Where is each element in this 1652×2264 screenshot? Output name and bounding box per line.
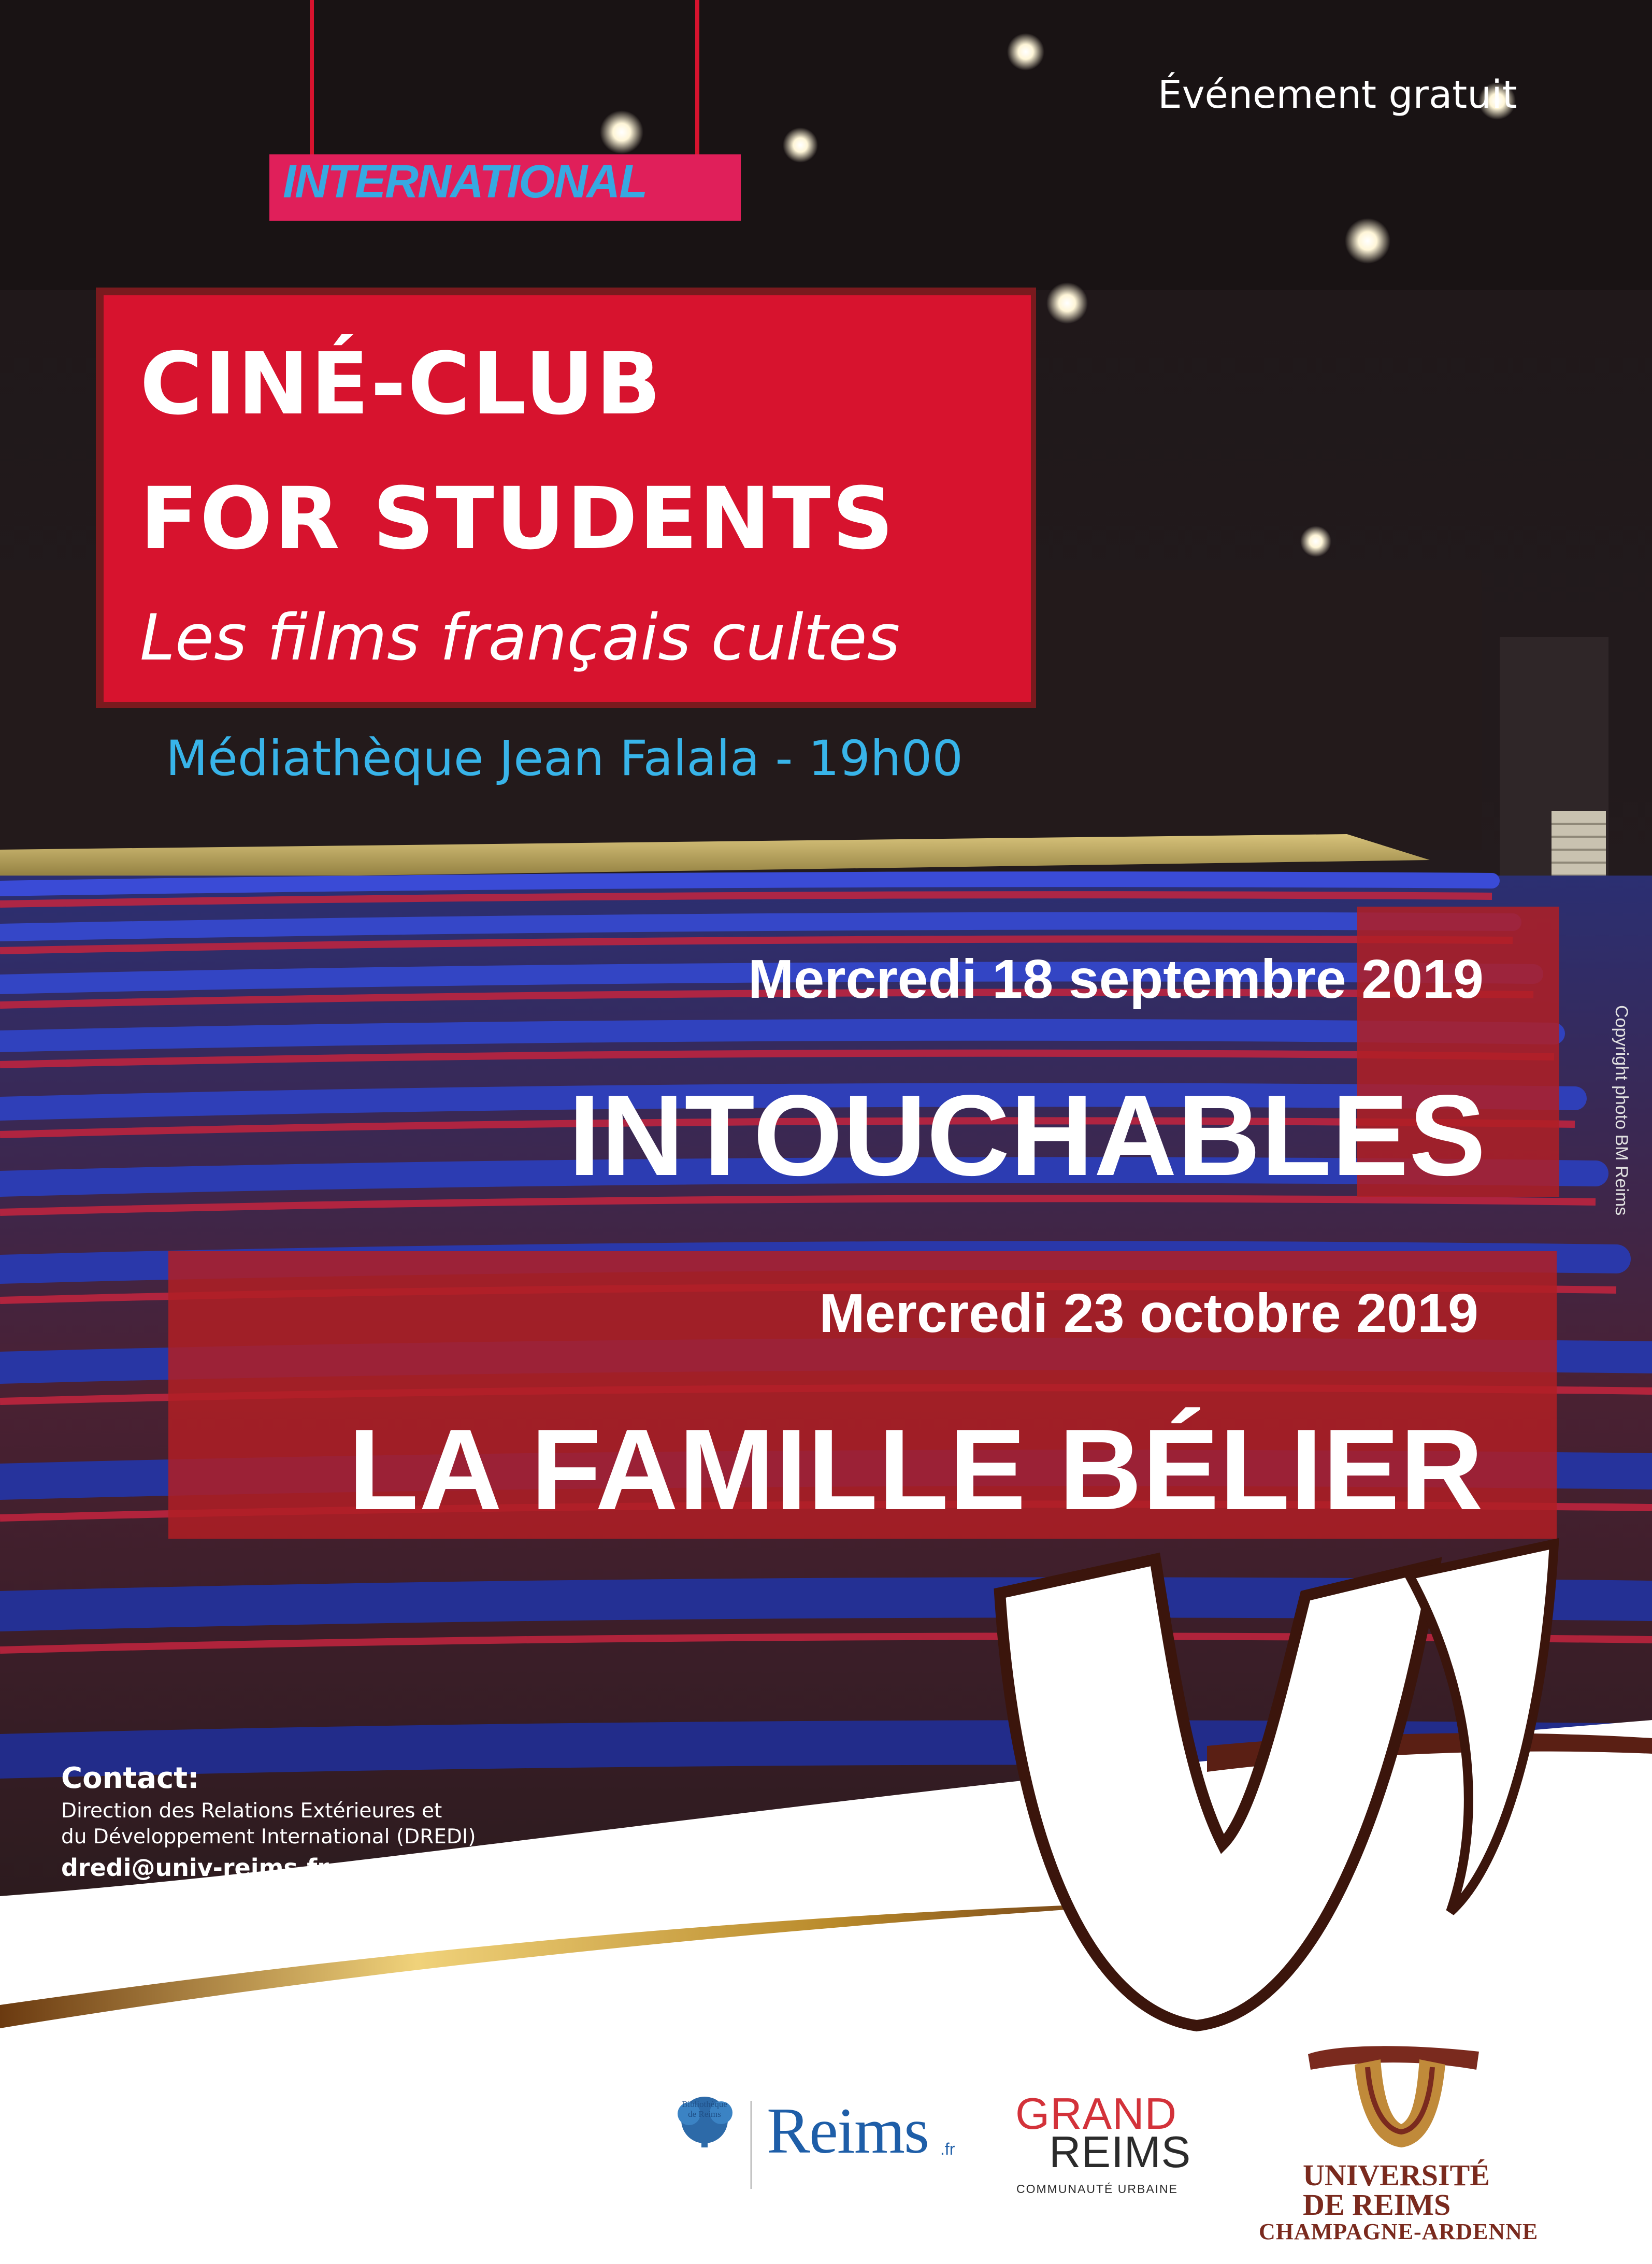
bibliotheque-line-1: Bibliothèque [682,2099,727,2109]
grand-reims-line-1: GRAND [1015,2089,1177,2139]
bibliotheque-logo-label [653,2099,756,2119]
subtitle: Les films français cultes [140,601,900,675]
free-event-label: Événement gratuit [1158,73,1517,117]
grand-reims-line-3: COMMUNAUTÉ URBAINE [1016,2182,1179,2196]
screening-film-1: INTOUCHABLES [568,1071,1486,1200]
contact-email[interactable]: dredi@univ-reims.fr [61,1854,329,1882]
venue-time: Médiathèque Jean Falala - 19h00 [166,730,964,787]
university-logo-line-1: UNIVERSITÉ [1303,2158,1490,2192]
screening-date-1: Mercredi 18 septembre 2019 [748,949,1484,1010]
international-tag: INTERNATIONAL [283,156,647,208]
university-logo-line-2: DE REIMS [1303,2188,1451,2222]
contact-heading: Contact: [61,1761,199,1795]
contact-line-1: Direction des Relations Extérieures et [61,1799,442,1823]
grand-reims-line-2: REIMS [1049,2128,1191,2177]
photo-credit: Copyright photo BM Reims [1612,1005,1631,1216]
university-logo-line-3: CHAMPAGNE-ARDENNE [1259,2219,1539,2244]
screening-date-2: Mercredi 23 octobre 2019 [819,1283,1478,1344]
title-line-1: CINÉ-CLUB [140,334,663,434]
reims-logo-suffix: .fr [940,2140,955,2158]
screening-film-2: LA FAMILLE BÉLIER [348,1406,1484,1534]
contact-line-2: du Développement International (DREDI) [61,1825,476,1849]
bibliotheque-line-2: de Reims [688,2109,721,2119]
title-line-2: FOR STUDENTS [140,469,895,568]
reims-logo: Reims [767,2095,929,2167]
